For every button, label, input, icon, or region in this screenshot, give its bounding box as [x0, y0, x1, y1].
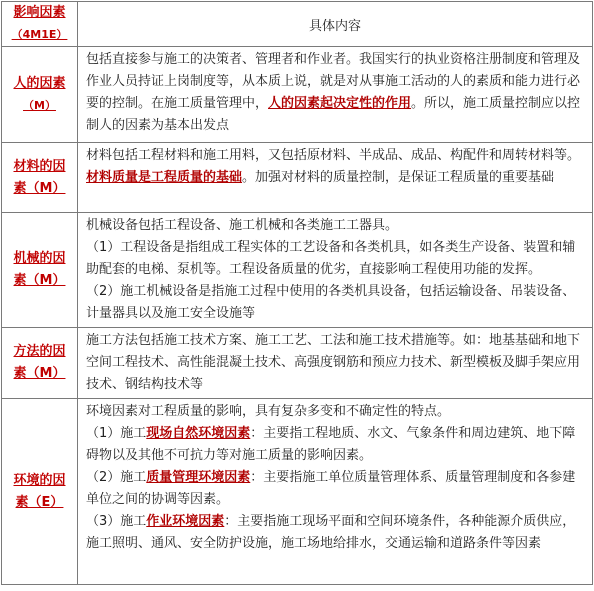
- factor-title-line2: 素（M）: [13, 366, 66, 381]
- header-content-title: 具体内容: [308, 18, 361, 34]
- factor-title: 材料的因: [13, 158, 66, 174]
- content-paragraph: [86, 423, 588, 467]
- header-factor-title: 影响因素: [13, 5, 66, 20]
- factor-cell: [2, 47, 78, 143]
- content-paragraph: 施工方法包括施工技术方案、施工工艺、工法和施工技术措施等。如：地基基础和地下空间工程技术、高性能混凝土技术、高强度钢筋和预应力技术、新型模板及脚手架应用技术、钢结构技术等: [86, 333, 581, 392]
- content-paragraph: [86, 49, 588, 137]
- factor-cell: [2, 399, 78, 585]
- factor-title-line2: 素（M）: [13, 273, 66, 288]
- content-cell: [78, 328, 593, 399]
- content-text: （2）施工: [86, 470, 147, 485]
- content-text: （1）施工: [86, 426, 147, 441]
- header-content-cell: [78, 2, 593, 47]
- table-row: [2, 399, 593, 585]
- content-cell: [78, 399, 593, 585]
- content-paragraph: 环境因素对工程质量的影响，具有复杂多变和不确定性的特点。: [86, 404, 451, 419]
- content-paragraph: （1）工程设备是指组成工程实体的工艺设备和各类机具，如各类生产设备、装置和辅助配套的电梯、泵机等。工程设备质量的优劣，直接影响工程使用功能的发挥。: [86, 240, 576, 277]
- content-emphasis: 作业环境因素: [146, 514, 225, 529]
- factor-title: 环境的因: [13, 472, 66, 488]
- factor-title: 方法的因: [13, 344, 66, 359]
- content-text: 。所以，施工质量控制应以控制人的因素为基本出发点: [86, 96, 581, 133]
- content-text: 包括直接参与施工的决策者、管理者和作业者。我国实行的执业资格注册制度和管理及作业人员持证上岗制度等，从本质上说，就是对从事施工活动的人的素质和能力进行必要的控制。在施工质量管理中，: [86, 52, 581, 111]
- factor-title-line2: 素（M）: [13, 180, 66, 196]
- content-cell: [78, 47, 593, 143]
- content-text: 。加强对材料的质量控制，是保证工程质量的重要基础: [242, 170, 555, 185]
- factor-title: 人的因素: [13, 75, 66, 91]
- content-paragraph: 机械设备包括工程设备、施工机械和各类施工工器具。: [86, 218, 399, 233]
- table-row: [2, 143, 593, 213]
- factor-title-line2: 素（E）: [15, 494, 64, 510]
- content-text: ：主要指施工现场平面和空间环境条件，各种能源介质供应，施工照明、通风、安全防护设施，施工场地给排水，交通运输和道路条件等因素: [86, 514, 576, 551]
- factor-title: 机械的因: [13, 251, 66, 266]
- content-emphasis: 质量管理环境因素: [146, 470, 251, 485]
- table-row: [2, 328, 593, 399]
- header-factor-sub: （4M1E）: [11, 28, 68, 41]
- content-text: ：主要指工程地质、水文、气象条件和周边建筑、地下障碍物以及其他不可抗力等对施工质量的影响因素。: [86, 426, 576, 463]
- header-row: [2, 2, 593, 47]
- factor-cell: [2, 328, 78, 399]
- content-paragraph: （2）施工机械设备是指施工过程中使用的各类机具设备，包括运输设备、吊装设备、计量器具以及施工安全设施等: [86, 284, 576, 321]
- content-cell: [78, 213, 593, 328]
- content-text: （3）施工: [86, 514, 147, 529]
- table-row: [2, 213, 593, 328]
- content-paragraph: [86, 511, 588, 555]
- factor-table: [1, 1, 593, 585]
- content-paragraph: [86, 467, 588, 511]
- factor-cell: [2, 213, 78, 328]
- content-text: ：主要指施工单位质量管理体系、质量管理制度和各参建单位之间的协调等因素。: [86, 470, 576, 507]
- table-row: [2, 47, 593, 143]
- content-emphasis: 材料质量是工程质量的基础: [86, 170, 243, 185]
- header-factor-cell: [2, 2, 78, 47]
- content-text: 材料包括工程材料和施工用料，又包括原材料、半成品、成品、构配件和周转材料等。: [86, 148, 581, 163]
- content-paragraph: [86, 145, 588, 189]
- content-emphasis: 现场自然环境因素: [146, 426, 251, 441]
- content-emphasis: 人的因素起决定性的作用: [268, 96, 412, 111]
- factor-sub: （M）: [23, 98, 56, 112]
- factor-cell: [2, 143, 78, 213]
- content-cell: [78, 143, 593, 213]
